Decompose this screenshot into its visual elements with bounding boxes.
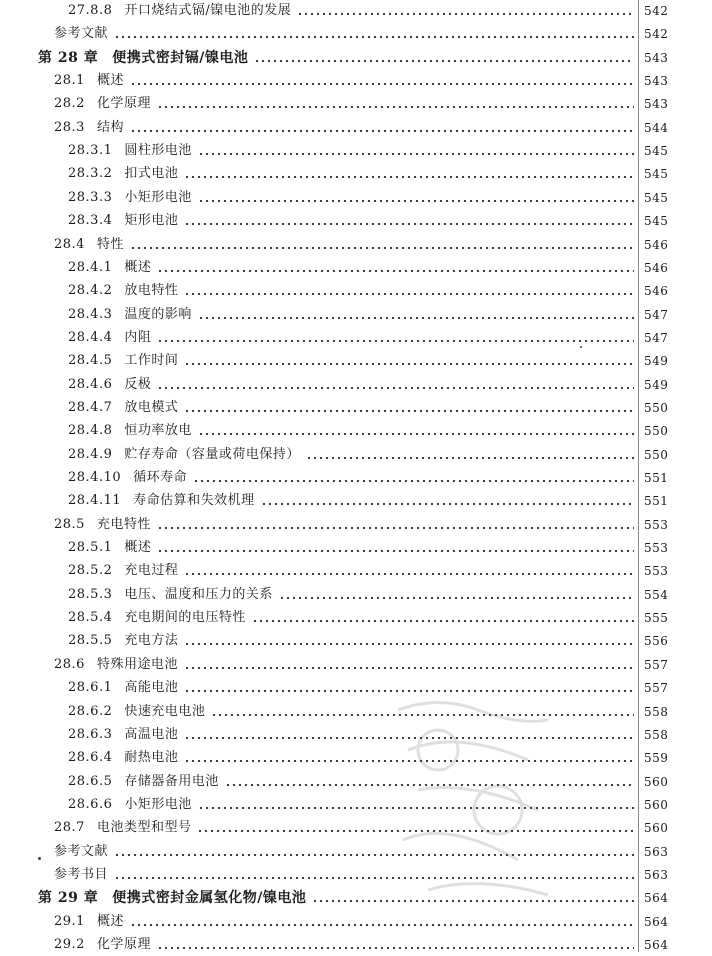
toc-entry-number: 第 28 章 (38, 49, 99, 66)
toc-entry-number: 28.4.7 (68, 399, 113, 415)
toc-entry-number: 28.4.9 (68, 446, 113, 462)
toc-entry-number: 28.6.6 (68, 796, 113, 812)
dot-leader (130, 247, 634, 249)
toc-entry-page: 543 (644, 74, 669, 89)
dot-leader (114, 36, 634, 38)
toc-entry (0, 747, 712, 769)
toc-entry-number: 28.6.1 (68, 680, 113, 696)
toc-entry (0, 350, 712, 372)
toc-entry-title: 概述 (96, 913, 124, 929)
toc-entry-page: 553 (644, 517, 669, 532)
toc-entry (0, 374, 712, 396)
toc-entry (0, 794, 712, 816)
toc-entry (0, 93, 712, 115)
dot-leader (157, 527, 634, 529)
toc-entry-title: 圆柱形电池 (124, 143, 192, 159)
dot-leader (297, 13, 634, 15)
toc-entry-page: 545 (644, 214, 669, 229)
dot-leader (198, 200, 634, 202)
toc-entry-number: 28.6.2 (68, 703, 113, 719)
ink-speck (38, 857, 41, 860)
toc-entry-number: 28.3.4 (68, 213, 113, 229)
toc-entry-number: 29.2 (54, 937, 85, 952)
toc-entry-title: 充电过程 (124, 563, 179, 579)
toc-entry-title: 参考文献 (54, 843, 109, 859)
toc-entry-title: 小矩形电池 (124, 796, 192, 812)
toc-entry-title: 化学原理 (96, 96, 151, 112)
toc-entry-title: 小矩形电池 (124, 189, 192, 205)
toc-entry-page: 564 (644, 938, 669, 952)
dot-leader (157, 106, 634, 108)
dot-leader (306, 457, 634, 459)
toc-entry (0, 163, 712, 185)
toc-entry (0, 327, 712, 349)
toc-entry-title: 充电特性 (96, 516, 151, 532)
toc-entry-title: 放电模式 (124, 399, 179, 415)
toc-entry-title: 贮存寿命（容量或荷电保持） (124, 446, 300, 462)
toc-entry-number: 28.4.2 (68, 283, 113, 299)
toc-entry-page: 547 (644, 330, 669, 345)
dot-leader (184, 410, 634, 412)
toc-entry (0, 584, 712, 606)
toc-entry-number: 28.3.1 (68, 143, 113, 159)
dot-leader (184, 223, 634, 225)
toc-entry-page: 542 (644, 27, 669, 42)
toc-entry (0, 841, 712, 863)
toc-entry-page: 543 (644, 50, 669, 65)
toc-entry-page: 564 (644, 891, 669, 906)
toc-entry (0, 444, 712, 466)
toc-entry-number: 28.5.5 (68, 633, 113, 649)
toc-entry-page: 554 (644, 587, 669, 602)
toc-entry-number: 29.1 (54, 913, 85, 929)
toc-entry (0, 537, 712, 559)
toc-entry (0, 304, 712, 326)
toc-entry-page: 546 (644, 284, 669, 299)
toc-entry-title: 便携式密封金属氢化物/镍电池 (112, 890, 307, 907)
toc-entry (0, 560, 712, 582)
toc-entry (0, 140, 712, 162)
toc-entry-title: 寿命估算和失效机理 (133, 493, 255, 509)
toc-entry (0, 187, 712, 209)
toc-entry-number: 28.1 (54, 73, 85, 89)
toc-entry-title: 便携式密封镉/镍电池 (112, 49, 249, 66)
toc-entry-number: 28.6.4 (68, 750, 113, 766)
toc-entry-title: 内阻 (124, 329, 152, 345)
toc-entry-page: 555 (644, 611, 669, 626)
toc-entry (0, 490, 712, 512)
toc-entry-number: 28.3 (54, 119, 85, 135)
toc-entry (0, 210, 712, 232)
toc-entry-title: 温度的影响 (124, 306, 192, 322)
toc-entry-number: 28.2 (54, 96, 85, 112)
toc-entry-page: 545 (644, 190, 669, 205)
toc-entry-page: 549 (644, 354, 669, 369)
toc-entry (0, 911, 712, 933)
toc-entry-title: 耐热电池 (124, 750, 179, 766)
toc-entry (0, 771, 712, 793)
toc-entry-page: 563 (644, 867, 669, 882)
toc-entry-page: 558 (644, 704, 669, 719)
toc-entry (0, 234, 712, 256)
toc-entry-number: 28.4.4 (68, 329, 113, 345)
toc-entry-title: 化学原理 (96, 937, 151, 952)
toc-entry-number: 28.4.5 (68, 353, 113, 369)
toc-entry-number: 28.4.6 (68, 376, 113, 392)
toc-entry-title: 循环寿命 (133, 470, 188, 485)
toc-entry-page: 557 (644, 681, 669, 696)
toc-entry-title: 电池类型和型号 (96, 820, 192, 836)
toc-entry-title: 充电方法 (124, 633, 179, 649)
dot-leader (130, 130, 634, 132)
toc-entry-title: 高能电池 (124, 680, 179, 696)
toc-entry-number: 28.4.3 (68, 306, 113, 322)
toc-entry-page: 545 (644, 144, 669, 159)
toc-entry (0, 514, 712, 536)
toc-entry-page: 563 (644, 844, 669, 859)
dot-leader (157, 270, 634, 272)
toc-entry-page: 542 (644, 4, 669, 18)
toc-entry-page: 550 (644, 424, 669, 439)
toc-chapter-entry (0, 47, 712, 69)
toc-entry-title: 特殊用途电池 (96, 656, 178, 672)
toc-entry-title: 矩形电池 (124, 213, 179, 229)
dot-leader (184, 293, 634, 295)
toc-entry (0, 677, 712, 699)
toc-entry-number: 27.8.8 (68, 3, 113, 18)
toc-entry-title: 扣式电池 (124, 166, 179, 182)
dot-leader (184, 573, 634, 575)
toc-entry-page: 550 (644, 447, 669, 462)
toc-entry-title: 开口烧结式镉/镍电池的发展 (124, 3, 292, 18)
toc-entry-page: 547 (644, 307, 669, 322)
toc-entry-title: 概述 (96, 73, 124, 89)
dot-leader (184, 363, 634, 365)
page-margin-rule (638, 0, 639, 952)
toc-entry-title: 概述 (124, 259, 152, 275)
library-stamp-watermark (378, 690, 558, 910)
toc-entry-page: 550 (644, 400, 669, 415)
toc-entry-title: 反极 (124, 376, 152, 392)
toc-entry-title: 电压、温度和压力的关系 (124, 586, 273, 602)
dot-leader (279, 597, 634, 599)
toc-entry-page: 553 (644, 541, 669, 556)
toc-entry-title: 特性 (96, 236, 124, 252)
toc-entry (0, 280, 712, 302)
ink-speck (580, 346, 582, 348)
toc-entry-number: 28.5.2 (68, 563, 113, 579)
toc-entry-number: 28.5 (54, 516, 85, 532)
toc-entry-number: 28.6 (54, 656, 85, 672)
toc-entry-title: 快速充电电池 (124, 703, 206, 719)
dot-leader (157, 340, 634, 342)
toc-entry-number: 28.5.1 (68, 540, 113, 556)
toc-entry-title: 参考文献 (54, 26, 109, 42)
toc-entry-page: 551 (644, 494, 669, 509)
toc-entry-page: 560 (644, 821, 669, 836)
toc-entry-number: 28.3.2 (68, 166, 113, 182)
dot-leader (130, 83, 634, 85)
toc-entry-page: 546 (644, 260, 669, 275)
dot-leader (198, 433, 634, 435)
toc-entry (0, 630, 712, 652)
toc-entry-title: 结构 (96, 119, 124, 135)
dot-leader (184, 643, 634, 645)
toc-entry (0, 0, 712, 22)
toc-entry-title: 存储器备用电池 (124, 773, 219, 789)
toc-entry-number: 第 29 章 (38, 890, 99, 907)
toc-entry-title: 概述 (124, 540, 152, 556)
toc-entry-number: 28.6.5 (68, 773, 113, 789)
toc-entry (0, 607, 712, 629)
toc-entry-title: 充电期间的电压特性 (124, 610, 246, 626)
toc-entry (0, 23, 712, 45)
toc-entry-title: 放电特性 (124, 283, 179, 299)
toc-entry-page: 553 (644, 564, 669, 579)
toc-entry-page: 560 (644, 797, 669, 812)
toc-entry (0, 70, 712, 92)
toc-entry (0, 724, 712, 746)
dot-leader (252, 620, 634, 622)
toc-entry (0, 654, 712, 676)
toc-chapter-entry (0, 887, 712, 909)
toc-entry-page: 557 (644, 657, 669, 672)
toc-entry-title: 工作时间 (124, 353, 179, 369)
toc-entry-page: 544 (644, 120, 669, 135)
toc-entry-title: 参考书目 (54, 866, 109, 882)
toc-entry-number: 28.5.3 (68, 586, 113, 602)
dot-leader (184, 176, 634, 178)
toc-entry (0, 420, 712, 442)
toc-entry (0, 864, 712, 886)
dot-leader (157, 947, 634, 949)
toc-entry-number: 28.7 (54, 820, 85, 836)
toc-entry-page: 545 (644, 167, 669, 182)
toc-entry-page: 551 (644, 471, 669, 485)
toc-entry (0, 117, 712, 139)
toc-entry (0, 397, 712, 419)
toc-entry (0, 467, 712, 489)
toc-entry-number: 28.4.1 (68, 259, 113, 275)
toc-entry-page: 559 (644, 751, 669, 766)
dot-leader (261, 503, 634, 505)
toc-entry-number: 28.4.8 (68, 423, 113, 439)
toc-entry (0, 701, 712, 723)
toc-entry-number: 28.6.3 (68, 726, 113, 742)
toc-entry-number: 28.4 (54, 236, 85, 252)
toc-entry-number: 28.5.4 (68, 610, 113, 626)
toc-entry-page: 543 (644, 97, 669, 112)
dot-leader (130, 924, 634, 926)
toc-entry-title: 高温电池 (124, 726, 179, 742)
toc-entry-number: 28.3.3 (68, 189, 113, 205)
toc-entry-title: 恒功率放电 (124, 423, 192, 439)
dot-leader (157, 387, 634, 389)
dot-leader (193, 480, 634, 482)
toc-entry-number: 28.4.11 (68, 493, 122, 509)
toc-entry-page: 546 (644, 237, 669, 252)
toc-entry-page: 556 (644, 634, 669, 649)
toc-entry-page: 564 (644, 914, 669, 929)
toc-entry-page: 549 (644, 377, 669, 392)
toc-entry-number: 28.4.10 (68, 470, 122, 485)
toc-entry-page: 558 (644, 727, 669, 742)
dot-leader (254, 60, 634, 62)
dot-leader (184, 667, 634, 669)
dot-leader (198, 317, 634, 319)
toc-entry-page: 560 (644, 774, 669, 789)
toc-entry (0, 934, 712, 956)
toc-entry (0, 257, 712, 279)
toc-entry (0, 817, 712, 839)
dot-leader (157, 550, 634, 552)
dot-leader (198, 153, 634, 155)
